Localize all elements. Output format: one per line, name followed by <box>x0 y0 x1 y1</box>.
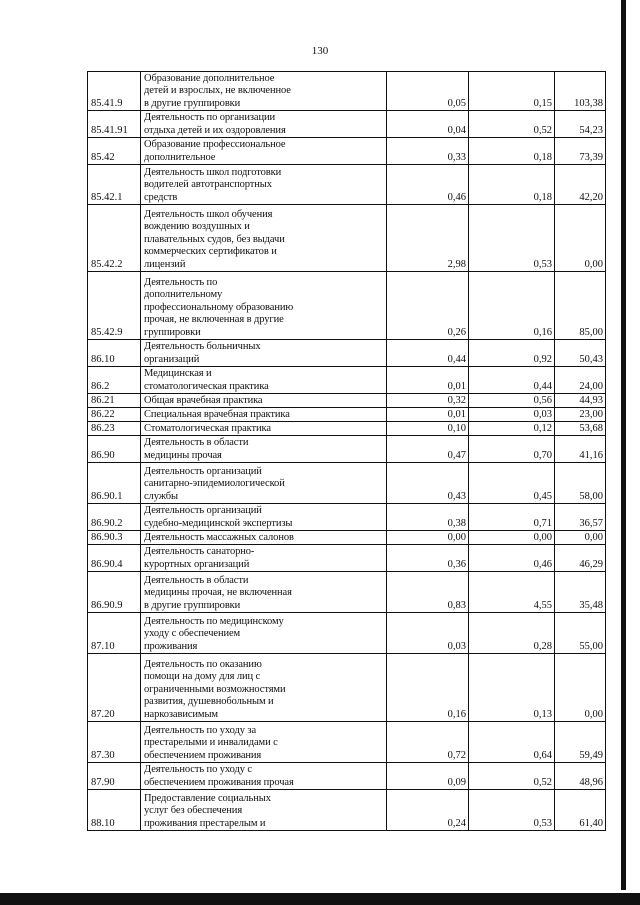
row-value-1: 0,32 <box>387 394 469 408</box>
row-code: 86.23 <box>88 422 141 436</box>
table-row <box>88 654 606 722</box>
row-value-1: 0,47 <box>387 436 469 463</box>
row-value-2: 0,28 <box>469 613 555 654</box>
table-row <box>88 790 606 831</box>
row-value-1: 0,26 <box>387 272 469 340</box>
table-row <box>88 165 606 205</box>
row-description-text: Образование дополнительное детей и взрослых, не включенное в другие группировки <box>144 72 291 109</box>
row-description <box>141 138 387 165</box>
row-value-2: 0,03 <box>469 408 555 422</box>
row-description <box>141 504 387 531</box>
row-value-3: 50,43 <box>555 340 606 367</box>
table-row <box>88 722 606 763</box>
table-row <box>88 613 606 654</box>
row-description-text: Деятельность по медицинскому уходу с обеспечением проживания <box>144 615 284 652</box>
table-row <box>88 111 606 138</box>
row-value-1: 0,43 <box>387 463 469 504</box>
row-value-1: 0,36 <box>387 545 469 572</box>
row-value-3: 0,00 <box>555 654 606 722</box>
row-description <box>141 531 387 545</box>
row-code: 85.42.9 <box>88 272 141 340</box>
row-value-2: 0,15 <box>469 72 555 111</box>
row-value-2: 0,46 <box>469 545 555 572</box>
row-code: 86.22 <box>88 408 141 422</box>
row-value-1: 0,09 <box>387 763 469 790</box>
row-value-3: 103,38 <box>555 72 606 111</box>
row-value-1: 0,00 <box>387 531 469 545</box>
row-value-3: 35,48 <box>555 572 606 613</box>
row-code: 87.10 <box>88 613 141 654</box>
row-value-3: 44,93 <box>555 394 606 408</box>
row-description <box>141 422 387 436</box>
row-description-text: Общая врачебная практика <box>144 394 263 406</box>
row-value-3: 42,20 <box>555 165 606 205</box>
row-value-2: 0,12 <box>469 422 555 436</box>
row-code: 86.90.2 <box>88 504 141 531</box>
row-description-text: Деятельность в области медицины прочая <box>144 437 249 461</box>
row-value-3: 46,29 <box>555 545 606 572</box>
row-value-3: 73,39 <box>555 138 606 165</box>
row-value-2: 0,18 <box>469 165 555 205</box>
row-value-3: 23,00 <box>555 408 606 422</box>
row-code: 87.20 <box>88 654 141 722</box>
row-description-text: Деятельность массажных салонов <box>144 531 294 543</box>
row-code: 85.42 <box>88 138 141 165</box>
row-description <box>141 654 387 722</box>
row-value-1: 0,10 <box>387 422 469 436</box>
row-description <box>141 763 387 790</box>
row-description-text: Медицинская и стоматологическая практика <box>144 368 269 392</box>
row-description-text: Стоматологическая практика <box>144 422 271 434</box>
table-row <box>88 422 606 436</box>
row-value-2: 0,52 <box>469 763 555 790</box>
row-value-2: 0,52 <box>469 111 555 138</box>
row-value-2: 0,13 <box>469 654 555 722</box>
row-description <box>141 340 387 367</box>
row-value-3: 41,16 <box>555 436 606 463</box>
row-description <box>141 394 387 408</box>
table-row <box>88 763 606 790</box>
row-description-text: Деятельность школ обучения вождению воздушных и плавательных судов, без выдачи коммерческих сертификатов и лицензий <box>144 208 285 270</box>
row-value-1: 0,04 <box>387 111 469 138</box>
scan-edge-right <box>621 0 626 890</box>
row-value-1: 0,01 <box>387 367 469 394</box>
scan-edge-bottom <box>0 893 640 905</box>
row-code: 88.10 <box>88 790 141 831</box>
row-value-2: 0,56 <box>469 394 555 408</box>
row-code: 85.41.91 <box>88 111 141 138</box>
row-description <box>141 613 387 654</box>
row-code: 86.90 <box>88 436 141 463</box>
row-description <box>141 545 387 572</box>
row-value-2: 4,55 <box>469 572 555 613</box>
row-value-2: 0,18 <box>469 138 555 165</box>
okved-table <box>87 71 606 831</box>
row-value-2: 0,64 <box>469 722 555 763</box>
row-value-2: 0,53 <box>469 205 555 272</box>
row-description-text: Деятельность по дополнительному профессиональному образованию прочая, не включенная в другие группировки <box>144 276 294 338</box>
row-value-3: 58,00 <box>555 463 606 504</box>
row-description <box>141 205 387 272</box>
row-value-3: 85,00 <box>555 272 606 340</box>
row-description <box>141 165 387 205</box>
table-row <box>88 138 606 165</box>
row-description-text: Деятельность по уходу с обеспечением проживания прочая <box>144 764 294 788</box>
row-value-2: 0,44 <box>469 367 555 394</box>
row-description <box>141 436 387 463</box>
table-row <box>88 340 606 367</box>
row-description-text: Предоставление социальных услуг без обеспечения проживания престарелым и <box>144 792 271 829</box>
table-row <box>88 545 606 572</box>
row-value-1: 0,01 <box>387 408 469 422</box>
row-description <box>141 572 387 613</box>
row-value-1: 0,05 <box>387 72 469 111</box>
row-description <box>141 72 387 111</box>
row-code: 85.42.1 <box>88 165 141 205</box>
row-value-1: 0,72 <box>387 722 469 763</box>
table-row <box>88 572 606 613</box>
row-value-3: 48,96 <box>555 763 606 790</box>
row-value-1: 0,38 <box>387 504 469 531</box>
row-value-3: 54,23 <box>555 111 606 138</box>
row-description-text: Деятельность санаторно- курортных организаций <box>144 546 255 570</box>
row-code: 85.41.9 <box>88 72 141 111</box>
row-description <box>141 463 387 504</box>
table-row <box>88 504 606 531</box>
row-description-text: Деятельность в области медицины прочая, не включенная в другие группировки <box>144 574 292 611</box>
table-row <box>88 394 606 408</box>
row-value-2: 0,45 <box>469 463 555 504</box>
row-code: 87.30 <box>88 722 141 763</box>
table-row <box>88 72 606 111</box>
row-value-1: 0,44 <box>387 340 469 367</box>
table-body <box>88 72 606 831</box>
row-description-text: Деятельность больничных организаций <box>144 341 261 365</box>
table-row <box>88 436 606 463</box>
row-description-text: Деятельность школ подготовки водителей автотранспортных средств <box>144 166 282 203</box>
row-value-3: 24,00 <box>555 367 606 394</box>
row-value-2: 0,16 <box>469 272 555 340</box>
row-value-3: 59,49 <box>555 722 606 763</box>
row-description-text: Специальная врачебная практика <box>144 408 290 420</box>
row-description-text: Деятельность организаций судебно-медицинской экспертизы <box>144 505 293 529</box>
row-code: 86.21 <box>88 394 141 408</box>
row-value-1: 0,46 <box>387 165 469 205</box>
row-code: 86.90.3 <box>88 531 141 545</box>
row-value-1: 0,24 <box>387 790 469 831</box>
table-row <box>88 463 606 504</box>
row-description <box>141 722 387 763</box>
row-value-1: 0,03 <box>387 613 469 654</box>
row-description-text: Деятельность по уходу за престарелыми и инвалидами с обеспечением проживания <box>144 724 278 761</box>
row-value-2: 0,71 <box>469 504 555 531</box>
row-value-1: 0,33 <box>387 138 469 165</box>
row-code: 86.90.1 <box>88 463 141 504</box>
row-value-2: 0,00 <box>469 531 555 545</box>
row-description-text: Деятельность организаций санитарно-эпидемиологической службы <box>144 465 285 502</box>
row-description <box>141 408 387 422</box>
row-code: 86.10 <box>88 340 141 367</box>
row-value-3: 36,57 <box>555 504 606 531</box>
row-value-3: 0,00 <box>555 205 606 272</box>
row-value-3: 61,40 <box>555 790 606 831</box>
row-code: 86.90.4 <box>88 545 141 572</box>
row-value-2: 0,92 <box>469 340 555 367</box>
table-row <box>88 367 606 394</box>
table-row <box>88 205 606 272</box>
page-number: 130 <box>311 45 329 57</box>
row-description-text: Деятельность по организации отдыха детей и их оздоровления <box>144 112 286 136</box>
row-value-3: 53,68 <box>555 422 606 436</box>
table-row <box>88 531 606 545</box>
row-value-2: 0,53 <box>469 790 555 831</box>
row-code: 86.2 <box>88 367 141 394</box>
row-value-3: 55,00 <box>555 613 606 654</box>
table-row <box>88 272 606 340</box>
row-value-2: 0,70 <box>469 436 555 463</box>
row-value-1: 2,98 <box>387 205 469 272</box>
row-code: 85.42.2 <box>88 205 141 272</box>
row-description-text: Образование профессиональное дополнительное <box>144 139 286 163</box>
row-code: 87.90 <box>88 763 141 790</box>
row-description <box>141 111 387 138</box>
row-description <box>141 790 387 831</box>
row-value-3: 0,00 <box>555 531 606 545</box>
row-description <box>141 272 387 340</box>
row-value-1: 0,83 <box>387 572 469 613</box>
row-description-text: Деятельность по оказанию помощи на дому для лиц с ограниченными возможностями развития, душевнобольным и наркозависимым <box>144 658 286 720</box>
table-row <box>88 408 606 422</box>
row-description <box>141 367 387 394</box>
row-code: 86.90.9 <box>88 572 141 613</box>
row-value-1: 0,16 <box>387 654 469 722</box>
